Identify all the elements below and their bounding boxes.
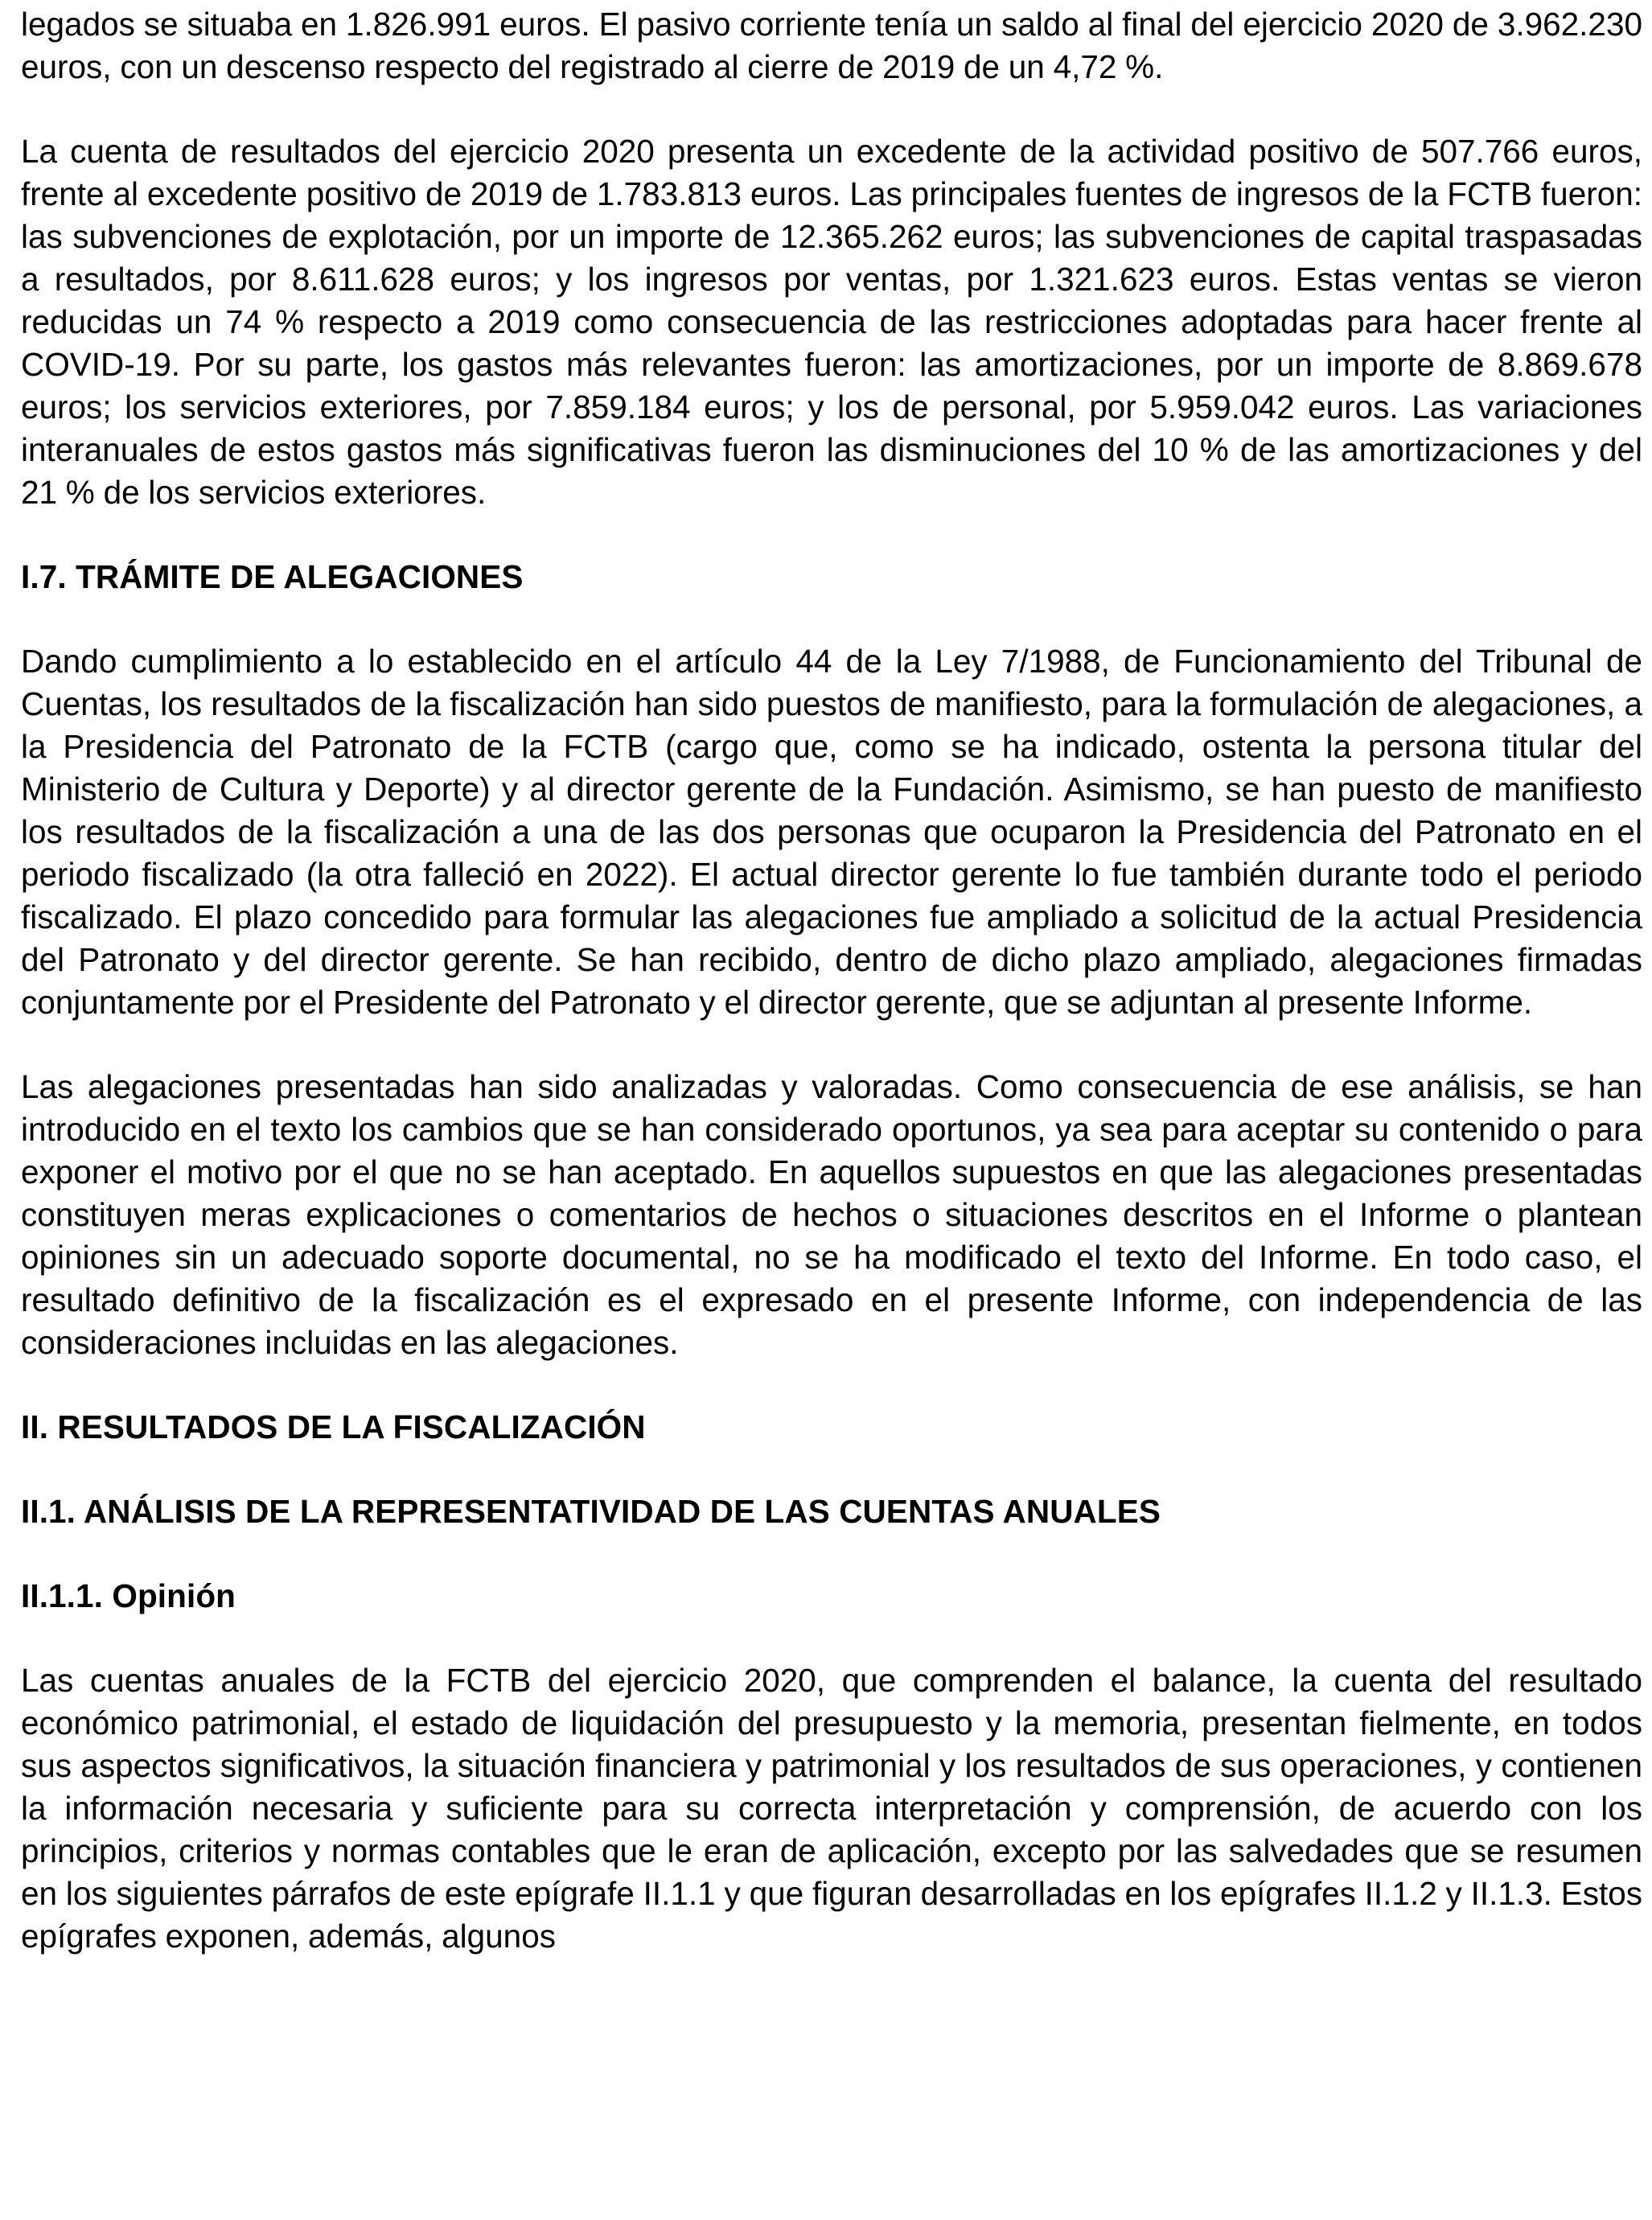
heading-opinion: II.1.1. Opinión xyxy=(21,1577,236,1614)
paragraph-income-statement: La cuenta de resultados del ejercicio 2020 presenta un excedente de la actividad positivo de 507.766 euros, frente al excedente positivo de 2019 de 1.783.813 euros. Las principales fuentes de ingresos de la FCTB fueron: las subvenciones de explotación, por un importe de 12.365.262 euros; las subvenciones de capital traspasadas a resultados, por 8.611.628 euros; y los ingresos por ventas, por 1.321.623 euros. Estas ventas se vieron reducidas un 74 % respecto a 2019 como consecuencia de las restricciones adoptadas para hacer frente al COVID-19. Por su parte, los gastos más relevantes fueron: las amortizaciones, por un importe de 8.869.678 euros; los servicios exteriores, por 7.859.184 euros; y los de personal, por 5.959.042 euros. Las variaciones interanuales de estos gastos más significativas fueron las disminuciones del 10 % de las amortizaciones y del 21 % de los servicios exteriores. xyxy=(21,133,1642,511)
paragraph-balance-liabilities: legados se situaba en 1.826.991 euros. El pasivo corriente tenía un saldo al final del ejercicio 2020 de 3.962.230 euros, con un descenso respecto del registrado al cierre de 2019 de un 4,72 %. xyxy=(21,6,1642,85)
paragraph-alegaciones-procedure: Dando cumplimiento a lo establecido en el artículo 44 de la Ley 7/1988, de Funcionamiento del Tribunal de Cuentas, los resultados de la fiscalización han sido puestos de manifiesto, para la formulación de alegaciones, a la Presidencia del Patronato de la FCTB (cargo que, como se ha indicado, ostenta la persona titular del Ministerio de Cultura y Deporte) y al director gerente de la Fundación. Asimismo, se han puesto de manifiesto los resultados de la fiscalización a una de las dos personas que ocuparon la Presidencia del Patronato en el periodo fiscalizado (la otra falleció en 2022). El actual director gerente lo fue también durante todo el periodo fiscalizado. El plazo concedido para formular las alegaciones fue ampliado a solicitud de la actual Presidencia del Patronato y del director gerente. Se han recibido, dentro de dicho plazo ampliado, alegaciones firmadas conjuntamente por el Presidente del Patronato y el director gerente, que se adjuntan al presente Informe. xyxy=(21,643,1642,1021)
paragraph-opinion: Las cuentas anuales de la FCTB del ejercicio 2020, que comprenden el balance, la cuenta del resultado económico patrimonial, el estado de liquidación del presupuesto y la memoria, presentan fielmente, en todos sus aspectos significativos, la situación financiera y patrimonial y los resultados de sus operaciones, y contienen la información necesaria y suficiente para su correcta interpretación y comprensión, de acuerdo con los principios, criterios y normas contables que le eran de aplicación, excepto por las salvedades que se resumen en los siguientes párrafos de este epígrafe II.1.1 y que figuran desarrolladas en los epígrafes II.1.2 y II.1.3. Estos epígrafes exponen, además, algunos xyxy=(21,1662,1642,1955)
heading-tramite-alegaciones: I.7. TRÁMITE DE ALEGACIONES xyxy=(21,558,524,595)
heading-resultados-fiscalizacion: II. RESULTADOS DE LA FISCALIZACIÓN xyxy=(21,1408,646,1445)
heading-analisis-representatividad: II.1. ANÁLISIS DE LA REPRESENTATIVIDAD DE LAS CUENTAS ANUALES xyxy=(21,1493,1161,1530)
paragraph-alegaciones-analysis: Las alegaciones presentadas han sido analizadas y valoradas. Como consecuencia de ese análisis, se han introducido en el texto los cambios que se han considerado oportunos, ya sea para aceptar su contenido o para exponer el motivo por el que no se han aceptado. En aquellos supuestos en que las alegaciones presentadas constituyen meras explicaciones o comentarios de hechos o situaciones descritos en el Informe o plantean opiniones sin un adecuado soporte documental, no se ha modificado el texto del Informe. En todo caso, el resultado definitivo de la fiscalización es el expresado en el presente Informe, con independencia de las consideraciones incluidas en las alegaciones. xyxy=(21,1068,1642,1361)
document-page xyxy=(21,3,1642,1958)
